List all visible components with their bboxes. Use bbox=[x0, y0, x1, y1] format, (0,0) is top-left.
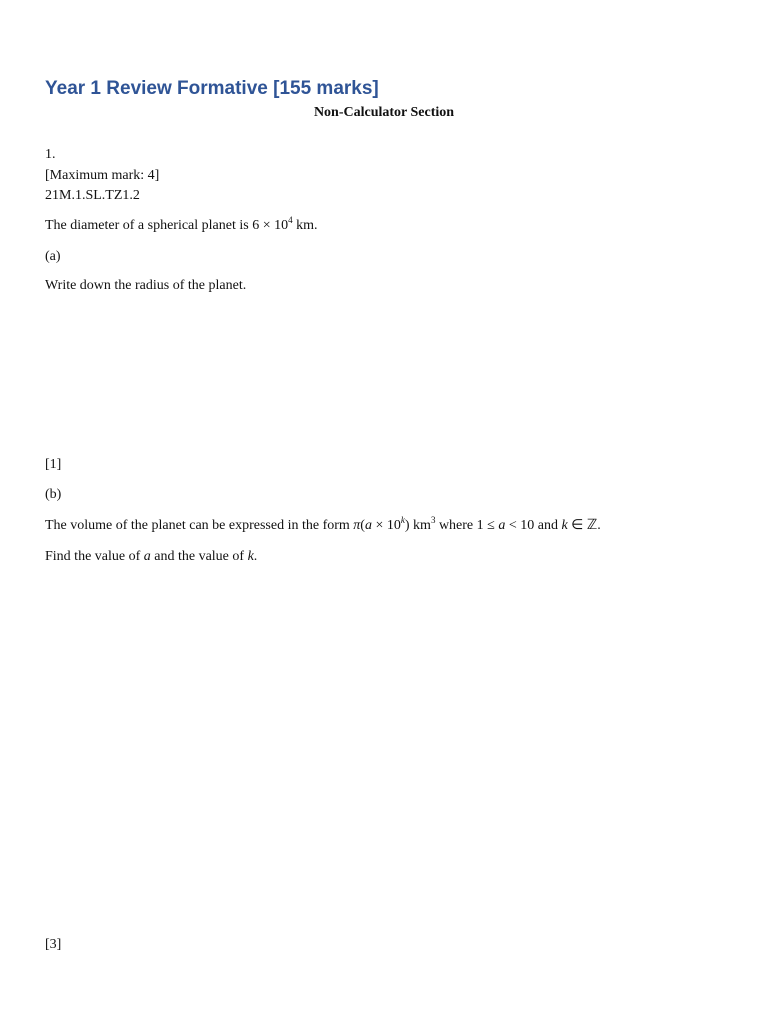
form-times: × 10 bbox=[371, 518, 401, 533]
part-b-text bbox=[45, 517, 601, 535]
part-b-text-prefix: The volume of the planet can be expressed in the form bbox=[45, 518, 354, 533]
part-b-find bbox=[45, 548, 257, 566]
section-heading: Non-Calculator Section bbox=[313, 105, 455, 120]
form-k: k bbox=[400, 515, 405, 525]
page-title: Year 1 Review Formative [155 marks] bbox=[45, 78, 379, 99]
maximum-mark: [Maximum mark: 4] bbox=[45, 168, 160, 183]
stem-suffix: km. bbox=[292, 218, 318, 233]
part-a-label: (a) bbox=[45, 249, 61, 264]
question-stem bbox=[45, 217, 317, 235]
part-a-text: Write down the radius of the planet. bbox=[45, 278, 247, 293]
part-b-label: (b) bbox=[45, 487, 62, 502]
stem-exponent: 4 bbox=[288, 215, 293, 225]
form-a: a bbox=[364, 518, 372, 533]
find-end: . bbox=[253, 549, 258, 564]
form-unit: km bbox=[409, 518, 431, 533]
form-pi: π bbox=[353, 518, 361, 533]
cond-rest: < 10 and bbox=[505, 518, 562, 533]
stem-prefix: The diameter of a spherical planet is 6 × 10 bbox=[45, 218, 289, 233]
form-unit-exp: 3 bbox=[430, 515, 436, 525]
find-k: k bbox=[247, 549, 254, 564]
text-where: where 1 ≤ bbox=[435, 518, 499, 533]
find-a: a bbox=[143, 549, 151, 564]
part-b-marks: [3] bbox=[45, 937, 62, 952]
cond-a: a bbox=[498, 518, 506, 533]
form-close: ) bbox=[404, 518, 410, 533]
cond-in: ∈ ℤ. bbox=[567, 518, 601, 533]
cond-k: k bbox=[561, 518, 568, 533]
part-a-marks: [1] bbox=[45, 457, 62, 472]
form-open: ( bbox=[360, 518, 365, 533]
question-code: 21M.1.SL.TZ1.2 bbox=[45, 188, 140, 203]
question-number: 1. bbox=[45, 147, 56, 162]
find-mid: and the value of bbox=[150, 549, 248, 564]
find-prefix: Find the value of bbox=[45, 549, 144, 564]
